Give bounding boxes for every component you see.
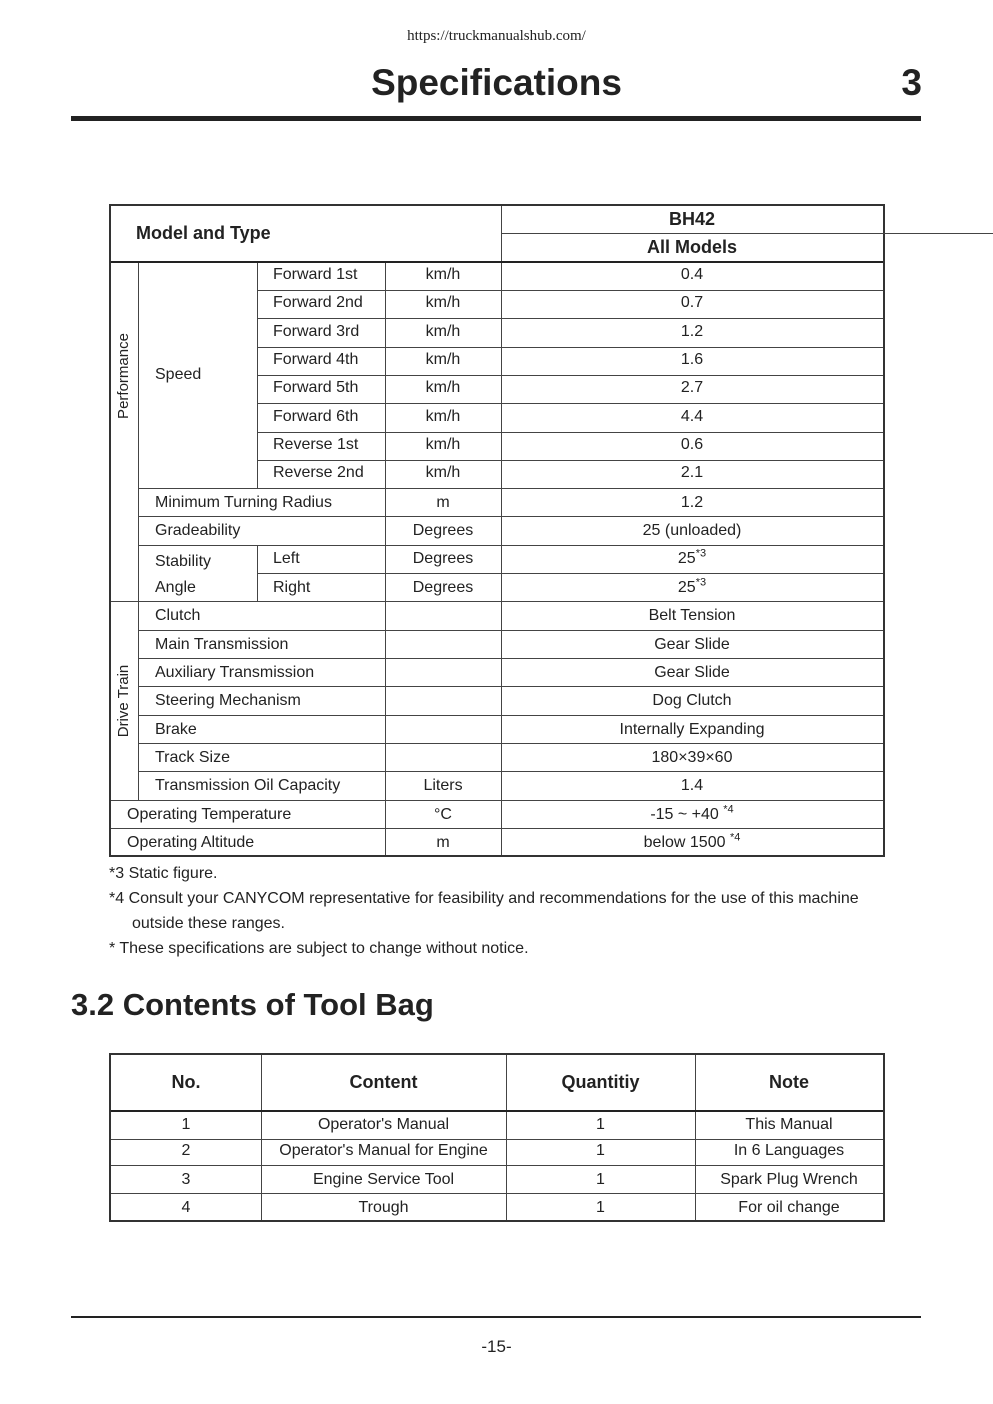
- tool-bag-table: [109, 1053, 885, 1222]
- operating-altitude-unit: m: [436, 834, 450, 851]
- footer-rule: [71, 1316, 921, 1318]
- footnotes: [109, 861, 909, 961]
- tool-cell: For oil change: [738, 1199, 840, 1216]
- speed-unit: km/h: [425, 351, 461, 368]
- drivetrain-label: Clutch: [155, 607, 201, 624]
- drivetrain-value: Belt Tension: [648, 607, 736, 624]
- source-url: https://truckmanualshub.com/: [407, 28, 586, 44]
- turning-radius-value: 1.2: [680, 494, 704, 511]
- stability-label-line1: Stability: [155, 553, 212, 570]
- stability-right-value: 25$^{*3}$: [677, 576, 707, 596]
- header-no: No.: [171, 1072, 201, 1092]
- group-performance-label: Performance: [115, 333, 132, 419]
- stability-left-unit: Degrees: [412, 550, 474, 567]
- speed-unit: km/h: [425, 379, 461, 396]
- speed-value: 0.4: [680, 266, 704, 283]
- header-rule: [71, 116, 921, 121]
- divider: [138, 488, 883, 489]
- speed-unit: km/h: [425, 266, 461, 283]
- drivetrain-label: Brake: [155, 721, 197, 738]
- divider: [111, 261, 883, 263]
- divider: [111, 1165, 883, 1166]
- speed-unit: km/h: [425, 464, 461, 481]
- drivetrain-value: Dog Clutch: [652, 692, 732, 709]
- footnote-4-continued: outside these ranges.: [132, 915, 285, 932]
- divider: [138, 262, 139, 801]
- divider: [111, 828, 883, 829]
- divider: [111, 1110, 883, 1112]
- drivetrain-value: 1.4: [680, 777, 704, 794]
- tool-cell: 1: [596, 1171, 605, 1188]
- drivetrain-label: Transmission Oil Capacity: [155, 777, 341, 794]
- speed-gear-label: Forward 6th: [273, 408, 359, 425]
- divider: [111, 1193, 883, 1194]
- speed-label: Speed: [155, 366, 202, 383]
- speed-value: 1.6: [680, 351, 704, 368]
- speed-value: 0.6: [680, 436, 704, 453]
- speed-gear-label: Forward 5th: [273, 379, 359, 396]
- tool-cell: In 6 Languages: [733, 1142, 845, 1159]
- tool-cell: Spark Plug Wrench: [720, 1171, 858, 1188]
- speed-gear-label: Forward 2nd: [273, 294, 363, 311]
- drivetrain-value: 180×39×60: [651, 749, 733, 766]
- divider: [257, 460, 883, 461]
- tool-cell: 3: [181, 1171, 191, 1188]
- drivetrain-value: Gear Slide: [654, 636, 730, 653]
- gradeability-label: Gradeability: [155, 522, 241, 539]
- drivetrain-label: Track Size: [155, 749, 230, 766]
- divider: [138, 715, 883, 716]
- gradeability-unit: Degrees: [412, 522, 474, 539]
- speed-gear-label: Forward 3rd: [273, 323, 360, 340]
- divider: [257, 573, 883, 574]
- drivetrain-value: Internally Expanding: [619, 721, 765, 738]
- operating-temperature-unit: °C: [434, 806, 452, 823]
- speed-gear-label: Forward 4th: [273, 351, 359, 368]
- drivetrain-label: Auxiliary Transmission: [155, 664, 315, 681]
- operating-altitude-label: Operating Altitude: [127, 834, 255, 851]
- footnote-general: * These specifications are subject to change without notice.: [109, 940, 529, 957]
- speed-value: 4.4: [680, 408, 704, 425]
- divider: [501, 233, 993, 234]
- footnote-4: *4 Consult your CANYCOM representative for feasibility and recommendations for the use of this machine: [109, 890, 859, 907]
- footnote-3: *3 Static figure.: [109, 865, 218, 882]
- tool-cell: This Manual: [745, 1116, 833, 1133]
- divider: [138, 686, 883, 687]
- divider: [257, 290, 883, 291]
- stability-label-line2: Angle: [155, 579, 196, 596]
- operating-temperature-value: -15 ~ +40 $^{*4}$: [650, 803, 734, 823]
- speed-gear-label: Forward 1st: [273, 266, 358, 283]
- divider: [257, 432, 883, 433]
- divider: [257, 347, 883, 348]
- stability-right-unit: Degrees: [412, 579, 474, 596]
- drivetrain-unit: Liters: [423, 777, 463, 794]
- model-variant: All Models: [646, 237, 737, 257]
- specifications-table: [109, 204, 885, 857]
- speed-unit: km/h: [425, 436, 461, 453]
- tool-cell: Trough: [358, 1199, 409, 1216]
- divider: [111, 1139, 883, 1140]
- turning-radius-label: Minimum Turning Radius: [155, 494, 332, 511]
- tool-cell: 1: [181, 1116, 191, 1133]
- speed-value: 1.2: [680, 323, 704, 340]
- page-title: Specifications: [371, 62, 622, 103]
- speed-value: 0.7: [680, 294, 704, 311]
- divider: [111, 800, 883, 801]
- model-name: BH42: [668, 209, 716, 229]
- tool-cell: 4: [181, 1199, 191, 1216]
- stability-left-label: Left: [273, 550, 300, 567]
- header-content: Content: [349, 1072, 418, 1092]
- drivetrain-value: Gear Slide: [654, 664, 730, 681]
- speed-value: 2.1: [680, 464, 704, 481]
- tool-cell: Engine Service Tool: [312, 1171, 455, 1188]
- divider: [257, 403, 883, 404]
- tool-cell: Operator's Manual: [317, 1116, 450, 1133]
- header-quantity: Quantitiy: [561, 1072, 640, 1092]
- section-heading: 3.2 Contents of Tool Bag: [71, 987, 434, 1022]
- speed-unit: km/h: [425, 323, 461, 340]
- speed-unit: km/h: [425, 408, 461, 425]
- speed-unit: km/h: [425, 294, 461, 311]
- speed-gear-label: Reverse 2nd: [273, 464, 364, 481]
- divider: [138, 743, 883, 744]
- divider: [111, 601, 883, 602]
- operating-temperature-label: Operating Temperature: [127, 806, 292, 823]
- operating-altitude-value: below 1500 $^{*4}$: [643, 831, 741, 851]
- tool-cell: 1: [596, 1116, 605, 1133]
- header-note: Note: [769, 1072, 809, 1092]
- divider: [138, 658, 883, 659]
- drivetrain-label: Main Transmission: [155, 636, 289, 653]
- stability-right-label: Right: [273, 579, 311, 596]
- divider: [138, 771, 883, 772]
- speed-gear-label: Reverse 1st: [273, 436, 359, 453]
- divider: [138, 630, 883, 631]
- gradeability-value: 25 (unloaded): [642, 522, 742, 539]
- page-number: -15-: [481, 1337, 512, 1356]
- divider: [257, 375, 883, 376]
- group-drivetrain-label: Drive Train: [115, 664, 132, 738]
- tool-cell: 1: [596, 1142, 605, 1159]
- tool-cell: Operator's Manual for Engine: [279, 1142, 488, 1159]
- divider: [138, 545, 883, 546]
- turning-radius-unit: m: [436, 494, 450, 511]
- speed-value: 2.7: [680, 379, 704, 396]
- drivetrain-label: Steering Mechanism: [155, 692, 301, 709]
- divider: [257, 318, 883, 319]
- model-type-label: Model and Type: [136, 223, 271, 243]
- tool-cell: 1: [596, 1199, 605, 1216]
- stability-left-value: 25$^{*3}$: [677, 547, 707, 567]
- chapter-number: 3: [901, 62, 922, 103]
- tool-cell: 2: [181, 1142, 191, 1159]
- divider: [138, 516, 883, 517]
